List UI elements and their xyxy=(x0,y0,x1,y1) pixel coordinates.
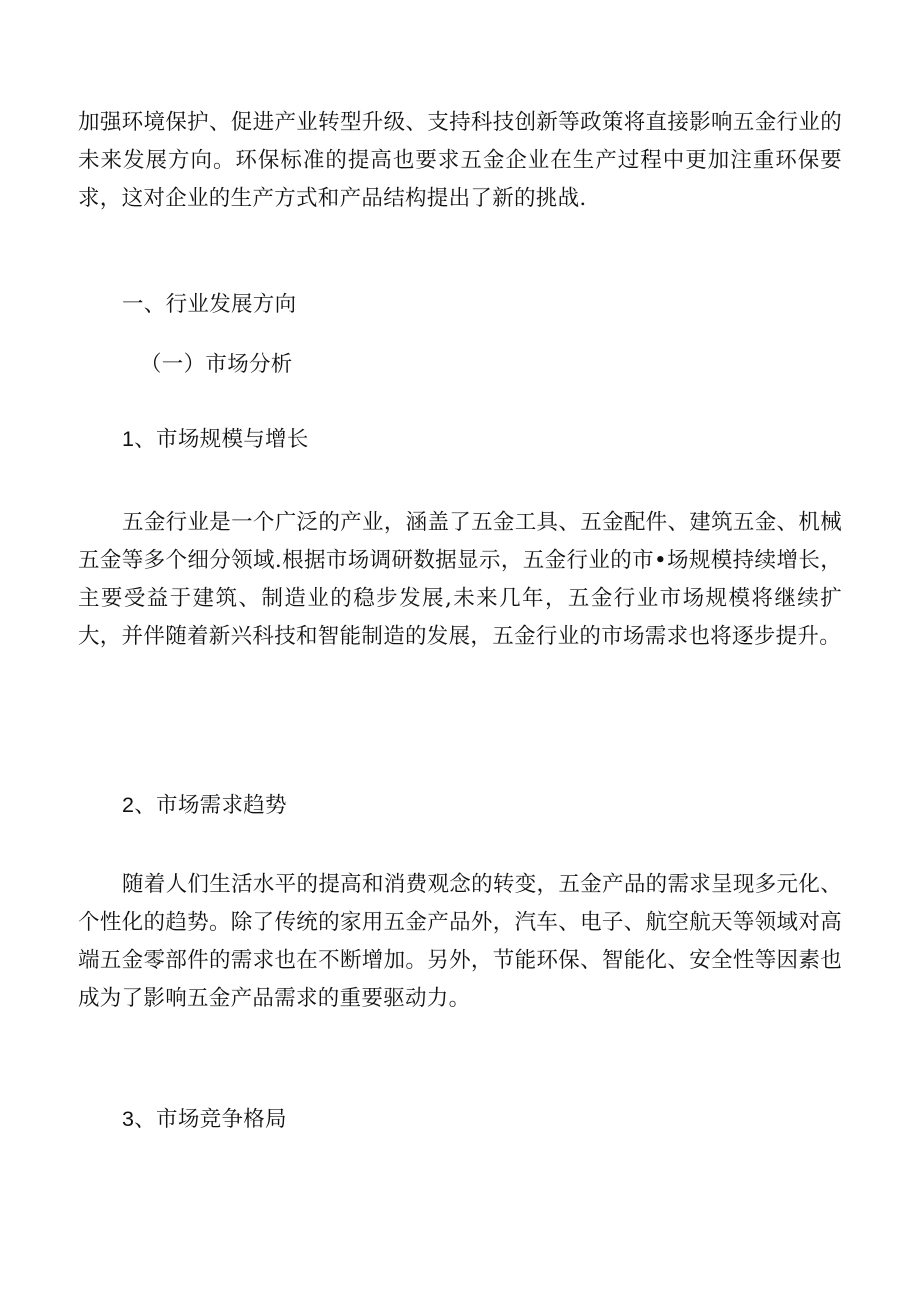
intro-paragraph: 加强环境保护、促进产业转型升级、支持科技创新等政策将直接影响五金行业的未来发展方向。环保标准的提高也要求五金企业在生产过程中更加注重环保要求，这对企业的生产方式和产品结构提出了新的挑战. xyxy=(78,110,842,211)
item-1-paragraph: 五金行业是一个广泛的产业，涵盖了五金工具、五金配件、建筑五金、机械五金等多个细分领域.根据市场调研数据显示，五金行业的市•场规模持续增长，主要受益于建筑、制造业的稳步发展,未来几年，五金行业市场规模将继续扩大，并伴随着新兴科技和智能制造的发展，五金行业的市场需求也将逐步提升。 xyxy=(78,510,842,649)
item-1-title: 1、市场规模与增长 xyxy=(122,427,309,451)
subsection-title: （一）市场分析 xyxy=(140,352,293,377)
item-2-paragraph: 随着人们生活水平的提高和消费观念的转变，五金产品的需求呈现多元化、个性化的趋势。除了传统的家用五金产品外，汽车、电子、航空航天等领域对高端五金零部件的需求也在不断增加。另外，节能环保、智能化、安全性等因素也成为了影响五金产品需求的重要驱动力。 xyxy=(78,872,842,1011)
item-2-title: 2、市场需求趋势 xyxy=(122,793,287,817)
item-3-title: 3、市场竞争格局 xyxy=(122,1107,287,1131)
section-title: 一、行业发展方向 xyxy=(122,292,297,317)
